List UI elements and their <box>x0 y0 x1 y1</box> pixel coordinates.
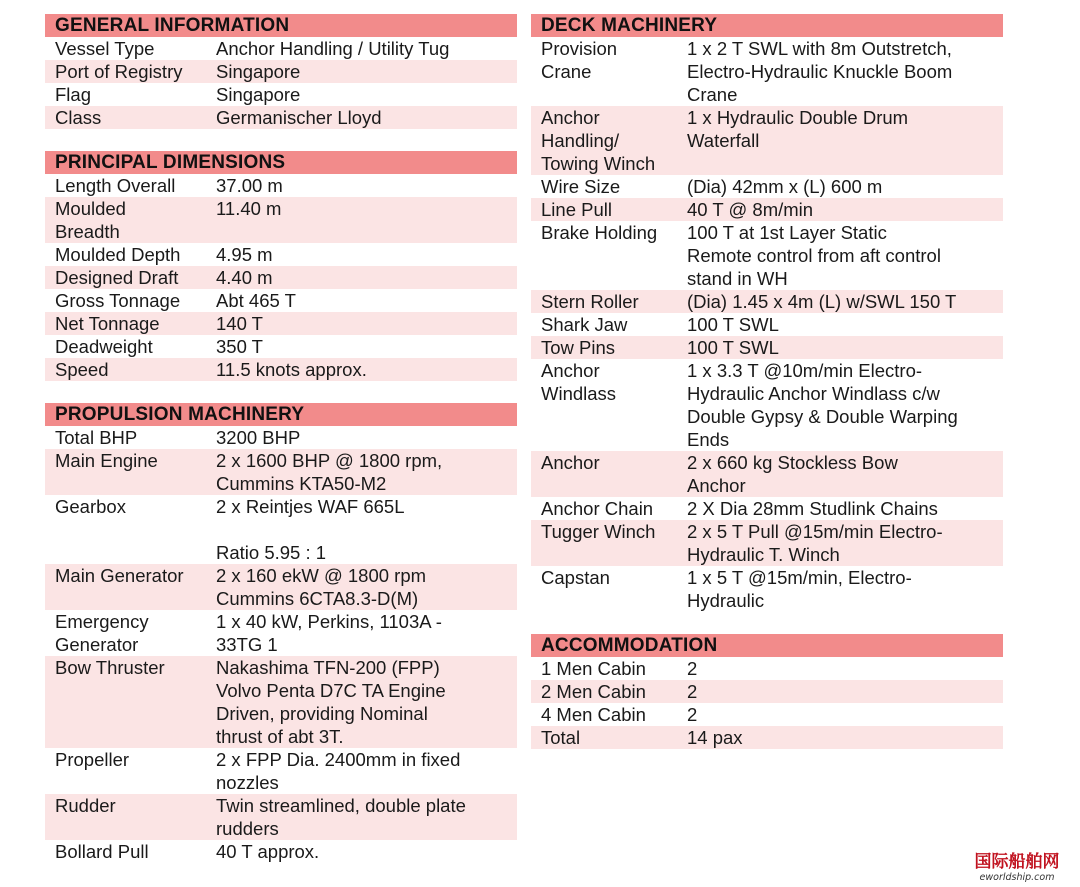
spec-value-line: 2 x 660 kg Stockless Bow <box>687 452 898 473</box>
spec-label-line: Propeller <box>55 749 130 770</box>
spec-label <box>531 359 687 451</box>
spec-label <box>531 106 687 175</box>
spec-value-line: Anchor Handling / Utility Tug <box>216 38 450 59</box>
spec-row <box>531 198 1003 221</box>
spec-label-line: Speed <box>55 359 109 380</box>
spec-value <box>687 451 1003 497</box>
spec-row <box>45 335 517 358</box>
spec-row <box>45 840 517 863</box>
spec-row <box>45 656 517 748</box>
spec-value-line: 1 x 5 T @15m/min, Electro- <box>687 567 912 588</box>
spec-row <box>45 37 517 60</box>
spec-row <box>45 312 517 335</box>
spec-value-line: Waterfall <box>687 130 760 151</box>
spec-label-line: Vessel Type <box>55 38 155 59</box>
spec-value-line: 2 x 5 T Pull @15m/min Electro- <box>687 521 943 542</box>
spec-value <box>687 703 1003 726</box>
spec-value-line: 4.95 m <box>216 244 273 265</box>
spec-value <box>216 60 517 83</box>
spec-label <box>45 449 216 495</box>
spec-label-line: Flag <box>55 84 91 105</box>
spec-value <box>687 657 1003 680</box>
spec-label-line: Moulded Depth <box>55 244 181 265</box>
spec-row <box>45 174 517 197</box>
section-spacer <box>45 129 517 151</box>
spec-value-line: 2 x 160 ekW @ 1800 rpm <box>216 565 427 586</box>
spec-label <box>45 174 216 197</box>
spec-value <box>216 197 517 243</box>
spec-label-line: Total <box>541 727 581 748</box>
spec-value-line: 14 pax <box>687 727 743 748</box>
spec-row <box>531 37 1003 106</box>
spec-row <box>531 657 1003 680</box>
spec-label <box>45 748 216 794</box>
spec-label-line: Gross Tonnage <box>55 290 181 311</box>
spec-label <box>45 243 216 266</box>
spec-row <box>531 566 1003 612</box>
spec-label-line: Anchor <box>541 360 600 381</box>
spec-value <box>687 106 1003 175</box>
spec-label-line: Net Tonnage <box>55 313 160 334</box>
section-spacer <box>531 612 1003 634</box>
section-header-principal-dimensions: PRINCIPAL DIMENSIONS <box>45 151 517 174</box>
spec-value <box>216 495 517 564</box>
spec-value-line: 11.40 m <box>216 198 282 219</box>
spec-value-line: Ends <box>687 429 730 450</box>
spec-value-line: 37.00 m <box>216 175 283 196</box>
spec-value-line: 2 <box>687 681 698 702</box>
spec-value-line: 2 <box>687 704 698 725</box>
spec-value <box>687 37 1003 106</box>
spec-value <box>216 610 517 656</box>
spec-row <box>531 336 1003 359</box>
spec-label-line: Provision <box>541 38 618 59</box>
spec-row <box>45 60 517 83</box>
spec-value-line: Nakashima TFN-200 (FPP) <box>216 657 440 678</box>
spec-label-line: Tow Pins <box>541 337 616 358</box>
watermark-logo <box>962 853 1072 883</box>
section-header-deck-machinery: DECK MACHINERY <box>531 14 1003 37</box>
spec-row <box>531 359 1003 451</box>
spec-label <box>45 335 216 358</box>
spec-value-line: (Dia) 1.45 x 4m (L) w/SWL 150 T <box>687 291 957 312</box>
spec-value <box>687 198 1003 221</box>
spec-row <box>45 289 517 312</box>
spec-value-line: 1 x 40 kW, Perkins, 1103A - <box>216 611 442 632</box>
spec-value-line: 1 x Hydraulic Double Drum <box>687 107 909 128</box>
spec-row <box>45 358 517 381</box>
spec-value <box>687 359 1003 451</box>
spec-value <box>216 37 517 60</box>
spec-value-line: Ratio 5.95 : 1 <box>216 542 327 563</box>
spec-value-line: Hydraulic <box>687 590 765 611</box>
spec-label-line: Crane <box>541 61 592 82</box>
spec-label-line: Capstan <box>541 567 610 588</box>
spec-row <box>45 794 517 840</box>
spec-value <box>216 449 517 495</box>
spec-label <box>45 495 216 564</box>
spec-row <box>531 451 1003 497</box>
spec-label-line: Anchor <box>541 107 600 128</box>
spec-label-line: Wire Size <box>541 176 621 197</box>
spec-row <box>45 564 517 610</box>
section-spacer <box>45 381 517 403</box>
spec-value <box>687 520 1003 566</box>
spec-value <box>216 564 517 610</box>
spec-value <box>687 290 1003 313</box>
spec-row <box>531 703 1003 726</box>
spec-value-line: 100 T SWL <box>687 314 779 335</box>
spec-label <box>45 794 216 840</box>
spec-label-line: 2 Men Cabin <box>541 681 646 702</box>
spec-value <box>687 680 1003 703</box>
spec-row <box>531 221 1003 290</box>
spec-value <box>216 106 517 129</box>
section-header-accommodation: ACCOMMODATION <box>531 634 1003 657</box>
spec-label <box>45 106 216 129</box>
spec-label-line: Windlass <box>541 383 617 404</box>
spec-label-line: Brake Holding <box>541 222 658 243</box>
spec-label <box>45 656 216 748</box>
spec-label <box>45 564 216 610</box>
spec-label-line: Stern Roller <box>541 291 639 312</box>
spec-value <box>687 313 1003 336</box>
spec-value-line: 40 T @ 8m/min <box>687 199 814 220</box>
spec-value-line: 11.5 knots approx. <box>216 359 367 380</box>
spec-row <box>531 290 1003 313</box>
spec-value-line: 33TG 1 <box>216 634 278 655</box>
spec-label-line: Anchor <box>541 452 600 473</box>
spec-value-line: 140 T <box>216 313 263 334</box>
spec-value-line: 1 x 3.3 T @10m/min Electro- <box>687 360 923 381</box>
spec-value <box>216 312 517 335</box>
spec-value-line: 350 T <box>216 336 263 357</box>
spec-value-line: Remote control from aft control <box>687 245 941 266</box>
spec-value <box>216 840 517 863</box>
right-column <box>531 14 1003 749</box>
spec-value-line: 1 x 2 T SWL with 8m Outstretch, <box>687 38 952 59</box>
spec-row <box>45 83 517 106</box>
spec-label <box>45 840 216 863</box>
spec-value-line: Volvo Penta D7C TA Engine <box>216 680 446 701</box>
spec-label-line: Rudder <box>55 795 116 816</box>
spec-label-line: Main Engine <box>55 450 158 471</box>
spec-row <box>45 243 517 266</box>
spec-value <box>687 726 1003 749</box>
spec-value <box>216 289 517 312</box>
spec-row <box>45 449 517 495</box>
spec-label <box>45 197 216 243</box>
spec-value <box>216 794 517 840</box>
spec-label <box>531 680 687 703</box>
spec-label-line: Generator <box>55 634 139 655</box>
spec-label <box>45 312 216 335</box>
spec-label <box>531 336 687 359</box>
spec-label-line: Bollard Pull <box>55 841 149 862</box>
spec-row <box>531 726 1003 749</box>
spec-label <box>531 520 687 566</box>
spec-value <box>216 83 517 106</box>
spec-value-line: Cummins 6CTA8.3-D(M) <box>216 588 419 609</box>
spec-label-line: Emergency <box>55 611 149 632</box>
spec-label-line: Line Pull <box>541 199 612 220</box>
spec-label <box>531 198 687 221</box>
spec-label <box>45 289 216 312</box>
spec-row <box>531 497 1003 520</box>
spec-value <box>687 221 1003 290</box>
section-header-propulsion-machinery: PROPULSION MACHINERY <box>45 403 517 426</box>
spec-label-line: Gearbox <box>55 496 126 517</box>
spec-value-line: 100 T at 1st Layer Static <box>687 222 887 243</box>
spec-row <box>531 175 1003 198</box>
spec-value-line: Singapore <box>216 84 301 105</box>
spec-value-line: Double Gypsy & Double Warping <box>687 406 958 427</box>
spec-value <box>687 175 1003 198</box>
spec-value <box>216 266 517 289</box>
spec-value-line: (Dia) 42mm x (L) 600 m <box>687 176 883 197</box>
spec-label-line: 4 Men Cabin <box>541 704 646 725</box>
spec-value-line: Cummins KTA50-M2 <box>216 473 387 494</box>
spec-label <box>531 566 687 612</box>
spec-label <box>531 497 687 520</box>
spec-value-line: 3200 BHP <box>216 427 301 448</box>
spec-value-line: Twin streamlined, double plate <box>216 795 466 816</box>
spec-row <box>45 266 517 289</box>
blank-line <box>216 518 517 541</box>
spec-row <box>531 680 1003 703</box>
spec-label <box>45 426 216 449</box>
spec-label <box>45 358 216 381</box>
spec-row <box>531 106 1003 175</box>
spec-row <box>531 520 1003 566</box>
spec-row <box>45 106 517 129</box>
spec-value <box>687 336 1003 359</box>
spec-label <box>45 37 216 60</box>
spec-value <box>216 358 517 381</box>
spec-label <box>45 83 216 106</box>
spec-label <box>531 290 687 313</box>
spec-label-line: Deadweight <box>55 336 153 357</box>
spec-row <box>45 610 517 656</box>
spec-label <box>45 610 216 656</box>
spec-label <box>531 37 687 106</box>
spec-value-line: Anchor <box>687 475 746 496</box>
spec-value-line: 40 T approx. <box>216 841 320 862</box>
spec-value-line: stand in WH <box>687 268 788 289</box>
spec-value-line: thrust of abt 3T. <box>216 726 344 747</box>
spec-label-line: Port of Registry <box>55 61 183 82</box>
spec-label-line: 1 Men Cabin <box>541 658 646 679</box>
spec-value-line: 2 x Reintjes WAF 665L <box>216 496 405 517</box>
spec-label <box>531 451 687 497</box>
spec-label-line: Handling/ <box>541 130 620 151</box>
spec-label-line: Anchor Chain <box>541 498 654 519</box>
spec-label-line: Breadth <box>55 221 120 242</box>
section-header-general-information: GENERAL INFORMATION <box>45 14 517 37</box>
spec-value-line: Germanischer Lloyd <box>216 107 382 128</box>
spec-value-line: rudders <box>216 818 279 839</box>
spec-value-line: Abt 465 T <box>216 290 296 311</box>
spec-label <box>531 221 687 290</box>
spec-value-line: Hydraulic Anchor Windlass c/w <box>687 383 940 404</box>
spec-row <box>45 748 517 794</box>
spec-label-line: Tugger Winch <box>541 521 656 542</box>
spec-value <box>687 566 1003 612</box>
spec-value-line: 2 X Dia 28mm Studlink Chains <box>687 498 938 519</box>
spec-label-line: Total BHP <box>55 427 138 448</box>
spec-label-line: Bow Thruster <box>55 657 165 678</box>
spec-row <box>45 495 517 564</box>
spec-value-line: Hydraulic T. Winch <box>687 544 840 565</box>
spec-value <box>216 243 517 266</box>
spec-label <box>531 703 687 726</box>
spec-label <box>531 175 687 198</box>
spec-value <box>216 426 517 449</box>
spec-value-line: Crane <box>687 84 738 105</box>
spec-value <box>216 335 517 358</box>
spec-value <box>687 497 1003 520</box>
spec-row <box>531 313 1003 336</box>
spec-row <box>45 197 517 243</box>
watermark-en: eworldship.com <box>979 872 1055 883</box>
left-column <box>45 14 517 863</box>
spec-label <box>531 726 687 749</box>
spec-value-line: nozzles <box>216 772 279 793</box>
spec-value-line: 2 x 1600 BHP @ 1800 rpm, <box>216 450 443 471</box>
spec-label-line: Class <box>55 107 102 128</box>
spec-value-line: Electro-Hydraulic Knuckle Boom <box>687 61 953 82</box>
watermark-cn: 国际船舶网 <box>974 852 1060 872</box>
spec-value <box>216 174 517 197</box>
spec-label-line: Towing Winch <box>541 153 656 174</box>
spec-label <box>45 60 216 83</box>
spec-label <box>531 313 687 336</box>
spec-value-line: 2 <box>687 658 698 679</box>
spec-value <box>216 656 517 748</box>
spec-label <box>531 657 687 680</box>
spec-label-line: Moulded <box>55 198 126 219</box>
spec-row <box>45 426 517 449</box>
spec-value-line: Singapore <box>216 61 301 82</box>
spec-label <box>45 266 216 289</box>
spec-label-line: Designed Draft <box>55 267 179 288</box>
spec-value-line: Driven, providing Nominal <box>216 703 428 724</box>
spec-label-line: Length Overall <box>55 175 176 196</box>
spec-value-line: 2 x FPP Dia. 2400mm in fixed <box>216 749 461 770</box>
spec-label-line: Shark Jaw <box>541 314 628 335</box>
spec-label-line: Main Generator <box>55 565 184 586</box>
spec-value-line: 4.40 m <box>216 267 273 288</box>
spec-value-line: 100 T SWL <box>687 337 779 358</box>
spec-value <box>216 748 517 794</box>
